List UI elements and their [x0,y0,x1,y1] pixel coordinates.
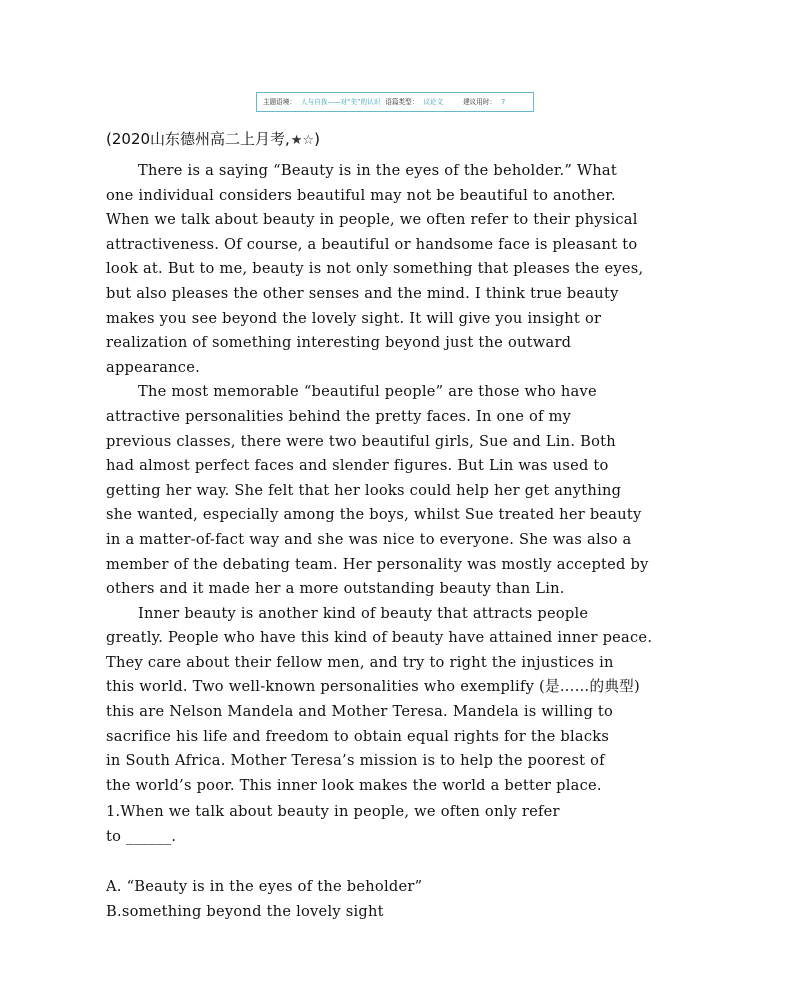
passage-line: sacrifice his life and freedom to obtain equal rights for the blacks [106,727,610,745]
passage-line: The most memorable “beautiful people” are those who have [138,383,597,401]
passage-line: this are Nelson Mandela and Mother Teresa. Mandela is willing to [106,703,614,721]
reading-passage [106,159,706,798]
passage-line: but also pleases the other senses and the mind. I think true beauty [106,284,619,302]
passage-line: attractiveness. Of course, a beautiful or handsome face is pleasant to [106,235,638,253]
passage-line: There is a saying “Beauty is in the eyes of the beholder.” What [138,162,617,179]
source-close: ) [314,130,320,148]
passage-line: she wanted, especially among the boys, whilst Sue treated her beauty [106,506,642,524]
type-label: 语篇类型： [385,97,419,106]
passage-line: one individual considers beautiful may not be beautiful to another. [106,186,616,204]
answer-option-b[interactable]: B.something beyond the lovely sight [106,903,384,920]
theme-value: 人与自我——对“美”的认识 [300,97,381,106]
source-citation [106,129,320,151]
passage-line: greatly. People who have this kind of beauty have attained inner peace. [106,629,653,647]
passage-line: realization of something interesting beyond just the outward [106,334,572,352]
passage-line: in South Africa. Mother Teresa’s mission is to help the poorest of [106,752,605,770]
passage-line: had almost perfect faces and slender figures. But Lin was used to [106,457,609,475]
theme-label: 主题语境： [263,97,296,106]
passage-line: in a matter-of-fact way and she was nice to everyone. She was also a [106,530,632,548]
passage-line: getting her way. She felt that her looks could help her get anything [106,481,622,499]
difficulty-star-icon: ★☆ [290,133,315,148]
passage-line: previous classes, there were two beautiful girls, Sue and Lin. Both [106,432,616,450]
source-text: (2020山东德州高二上月考, [106,130,290,148]
passage-line: attractive personalities behind the pretty faces. In one of my [106,407,572,425]
passage-line: They care about their fellow men, and try to right the injustices in [106,653,614,671]
time-value: 7 [501,97,506,106]
question-1 [106,800,706,849]
passage-line: others and it made her a more outstanding beauty than Lin. [106,580,565,598]
question-stem-line-1: 1.When we talk about beauty in people, we often only refer [106,803,560,820]
passage-line: When we talk about beauty in people, we often refer to their physical [106,211,638,229]
question-stem-line-2: to ______. [106,827,177,845]
time-label: 建议用时： [463,97,497,106]
passage-line: this world. Two well-known personalities who exemplify (是……的典型) [106,678,640,696]
passage-line: makes you see beyond the lovely sight. It will give you insight or [106,309,602,327]
passage-line: member of the debating team. Her personality was mostly accepted by [106,555,649,573]
passage-line: appearance. [106,358,200,376]
passage-line: the world’s poor. This inner look makes the world a better place. [106,776,602,794]
topic-info-box [256,92,534,112]
passage-line: look at. But to me, beauty is not only something that pleases the eyes, [106,260,644,278]
type-value: 议论文 [423,97,444,106]
answer-option-a[interactable]: A. “Beauty is in the eyes of the beholder” [106,878,423,895]
passage-line: Inner beauty is another kind of beauty that attracts people [138,604,589,622]
